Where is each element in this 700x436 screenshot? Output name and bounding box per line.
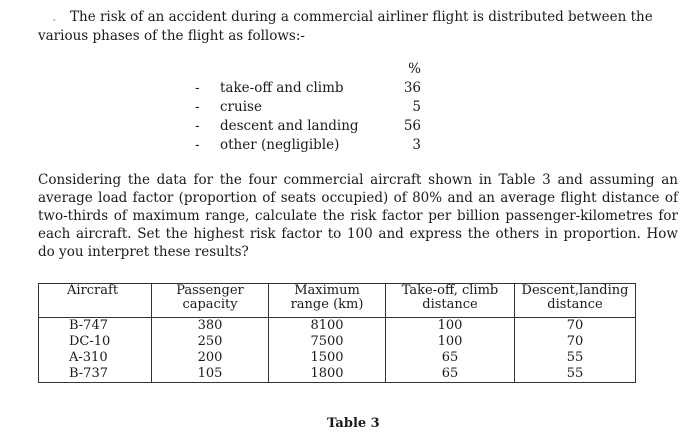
header-aircraft: Aircraft [39, 284, 152, 318]
header-takeoff-distance: Take-off, climb distance [386, 284, 515, 318]
header-maximum-range: Maximum range (km) [269, 284, 386, 318]
header-passenger-capacity: Passenger capacity [152, 284, 269, 318]
cell-takeoff: 65 [386, 350, 515, 366]
cell-range: 1500 [269, 350, 386, 366]
table-row [39, 334, 636, 350]
phase-row [195, 136, 421, 155]
phase-value: 36 [403, 80, 421, 96]
phase-row [195, 117, 421, 136]
phase-name: other (negligible) [220, 137, 340, 153]
cell-descent: 70 [515, 334, 636, 350]
phase-unit-header: % [408, 61, 421, 77]
table-row [39, 366, 636, 383]
cell-takeoff: 100 [386, 334, 515, 350]
phase-unit-row [195, 60, 421, 79]
table-header-row [39, 284, 636, 318]
cell-capacity: 200 [152, 350, 269, 366]
header-descent-distance: Descent,landing distance [515, 284, 636, 318]
aircraft-table [38, 283, 636, 383]
cell-aircraft: DC-10 [39, 334, 152, 350]
cell-range: 8100 [269, 318, 386, 335]
cell-range: 1800 [269, 366, 386, 383]
table-row [39, 350, 636, 366]
table-row [39, 318, 636, 335]
phase-bullet: - [195, 118, 200, 134]
phase-name: take-off and climb [220, 80, 344, 96]
cell-descent: 55 [515, 350, 636, 366]
phase-risk-list [195, 60, 421, 155]
phase-row [195, 79, 421, 98]
cell-takeoff: 100 [386, 318, 515, 335]
cell-takeoff: 65 [386, 366, 515, 383]
cell-aircraft: A-310 [39, 350, 152, 366]
phase-value: 5 [412, 99, 421, 115]
cell-aircraft: B-737 [39, 366, 152, 383]
cell-descent: 55 [515, 366, 636, 383]
phase-name: descent and landing [220, 118, 359, 134]
intro-paragraph: The risk of an accident during a commercial airliner flight is distributed between the various phases of the flight as follows:- [38, 9, 653, 44]
cell-capacity: 380 [152, 318, 269, 335]
question-paragraph: Considering the data for the four commercial aircraft shown in Table 3 and assuming an average load factor (proportion of seats occupied) of 80% and an average flight distance of two-thirds of maximum range, calculate the risk factor per billion passenger-kilometres for each aircraft. Set the highest risk factor to 100 and express the others in proportion. How do you interpret these results? [38, 172, 678, 260]
stray-mark: ˇ [52, 20, 57, 30]
cell-capacity: 250 [152, 334, 269, 350]
phase-bullet: - [195, 99, 200, 115]
phase-bullet: - [195, 80, 200, 96]
cell-descent: 70 [515, 318, 636, 335]
phase-value: 3 [412, 137, 421, 153]
phase-row [195, 98, 421, 117]
phase-name: cruise [220, 99, 262, 115]
table-caption: Table 3 [327, 416, 380, 431]
cell-capacity: 105 [152, 366, 269, 383]
phase-bullet: - [195, 137, 200, 153]
cell-range: 7500 [269, 334, 386, 350]
cell-aircraft: B-747 [39, 318, 152, 335]
phase-value: 56 [403, 118, 421, 134]
